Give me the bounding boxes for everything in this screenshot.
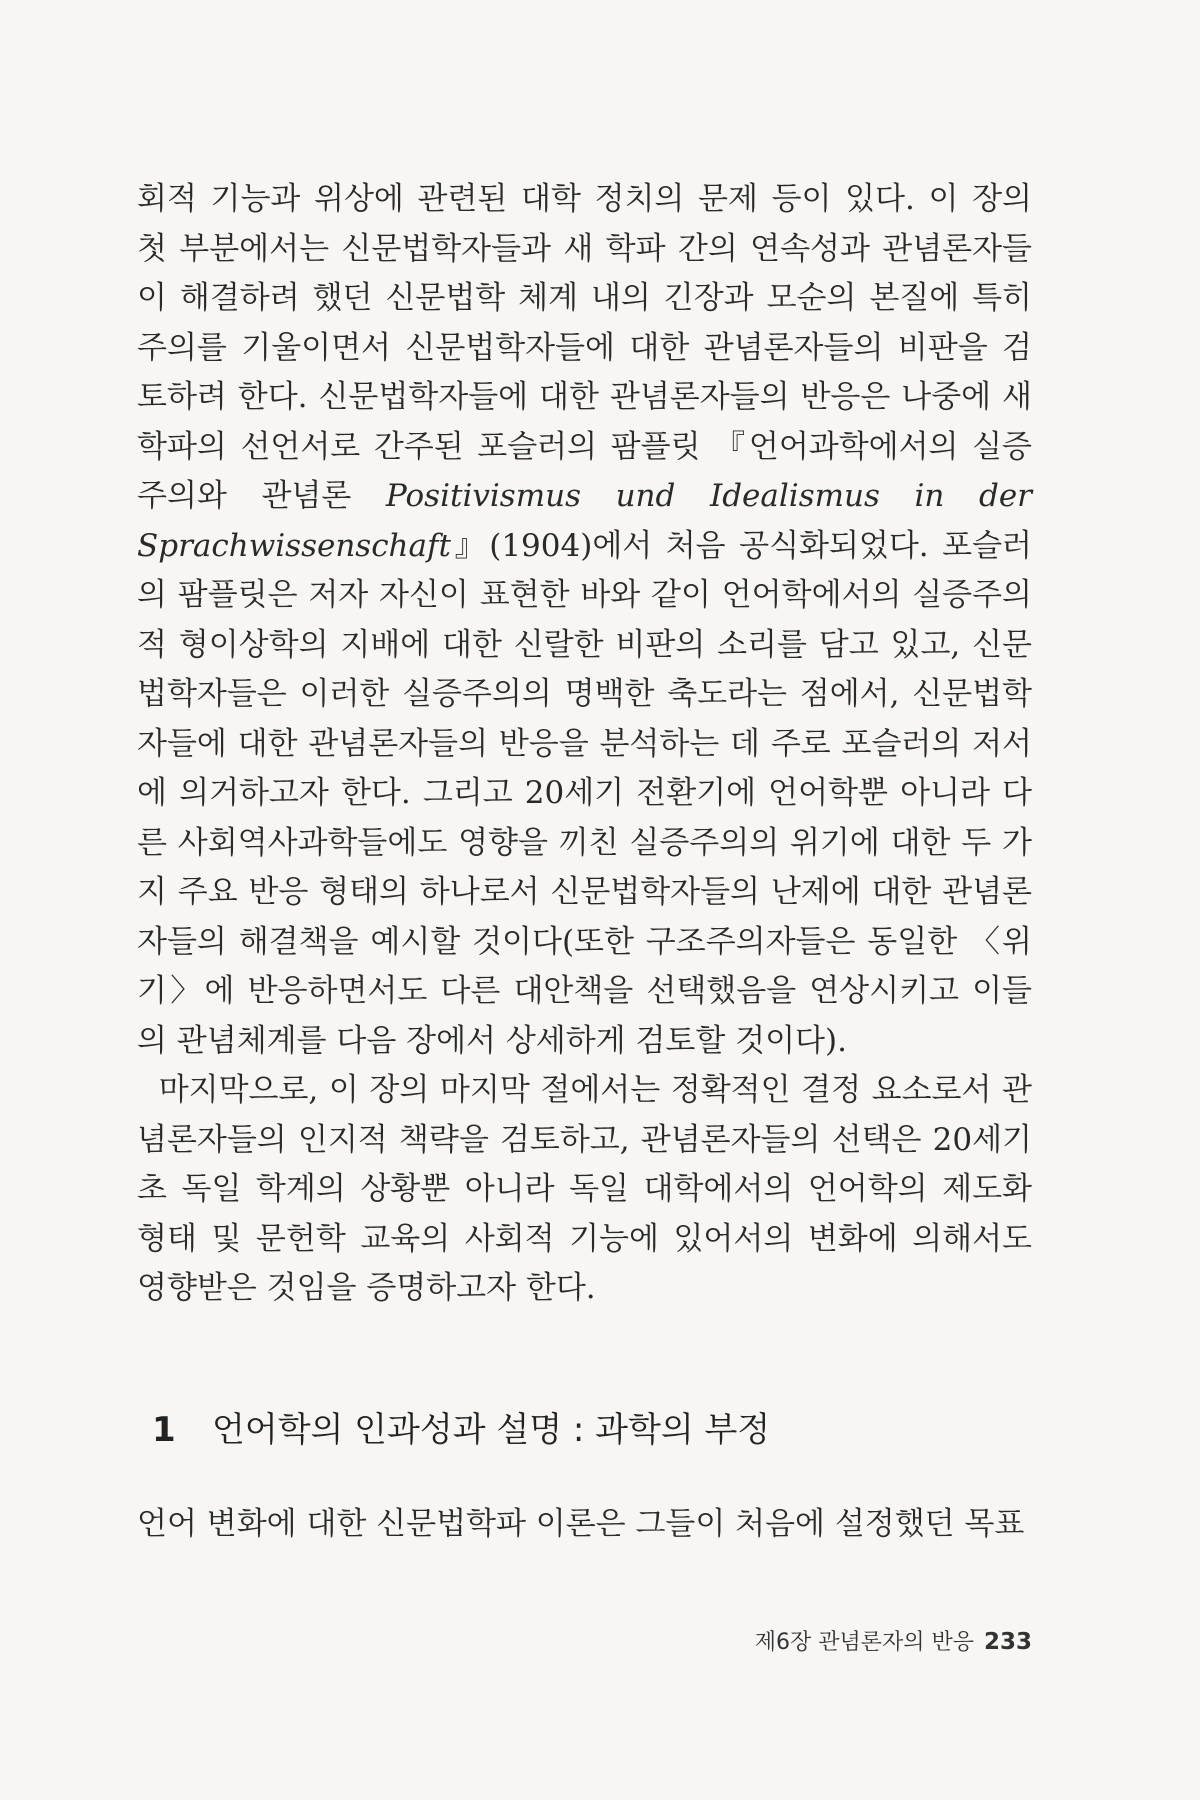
section-heading [152, 1405, 1032, 1455]
paragraph [137, 175, 1032, 1066]
running-footer [755, 1625, 1032, 1656]
paragraph-text-continued: 』(1904)에서 처음 공식화되었다. 포슬러의 팜플릿은 저자 자신이 표현한 바와 같이 언어학에서의 실증주의적 형이상학의 지배에 대한 신랄한 비판의 소리를 담고 있고, 신문법학자들은 이러한 실증주의의 명백한 축도라는 점에서, 신문법학자들에 대한 관념론자들의 반응을 분석하는 데 주로 포슬러의 저서에 의거하고자 한다. 그리고 20세기 전환기에 언어학뿐 아니라 다른 사회역사과학들에도 영향을 끼친 실증주의의 위기에 대한 두 가지 주요 반응 형태의 하나로서 신문법학자들의 난제에 대한 관념론자들의 해결책을 예시할 것이다(또한 구조주의자들은 동일한 〈위기〉에 반응하면서도 다른 대안책을 선택했음을 연상시키고 이들의 관념체계를 다음 장에서 상세하게 검토할 것이다). [137, 527, 1032, 1059]
section-number: 1 [152, 1410, 176, 1450]
italic-book-title: Positivismus und Idealismus in der Sprachwissenschaft [137, 478, 1032, 564]
chapter-label: 제6장 관념론자의 반응 [754, 1630, 974, 1655]
paragraph-text: 회적 기능과 위상에 관련된 대학 정치의 문제 등이 있다. 이 장의 첫 부분에서는 신문법학자들과 새 학파 간의 연속성과 관념론자들이 해결하려 했던 신문법학 체계 내의 긴장과 모순의 본질에 특히 주의를 기울이면서 신문법학자들에 대한 관념론자들의 비판을 검토하려 한다. 신문법학자들에 대한 관념론자들의 반응은 나중에 새 학파의 선언서로 간주된 포슬러의 팜플릿 『언어과학에서의 실증주의와 관념론 [137, 181, 1032, 514]
paragraph: 마지막으로, 이 장의 마지막 절에서는 정확적인 결정 요소로서 관념론자들의 인지적 책략을 검토하고, 관념론자들의 선택은 20세기 초 독일 학계의 상황뿐 아니라 독일 대학에서의 언어학의 제도화 형태 및 문헌학 교육의 사회적 기능에 있어서의 변화에 의해서도 영향받은 것임을 증명하고자 한다. [137, 1072, 1032, 1306]
body-text [137, 175, 1032, 1314]
page-number: 233 [983, 1629, 1032, 1655]
section-title: 언어학의 인과성과 설명 : 과학의 부정 [212, 1410, 771, 1450]
section-first-line: 언어 변화에 대한 신문법학파 이론은 그들이 처음에 설정했던 목표 [137, 1506, 1025, 1542]
